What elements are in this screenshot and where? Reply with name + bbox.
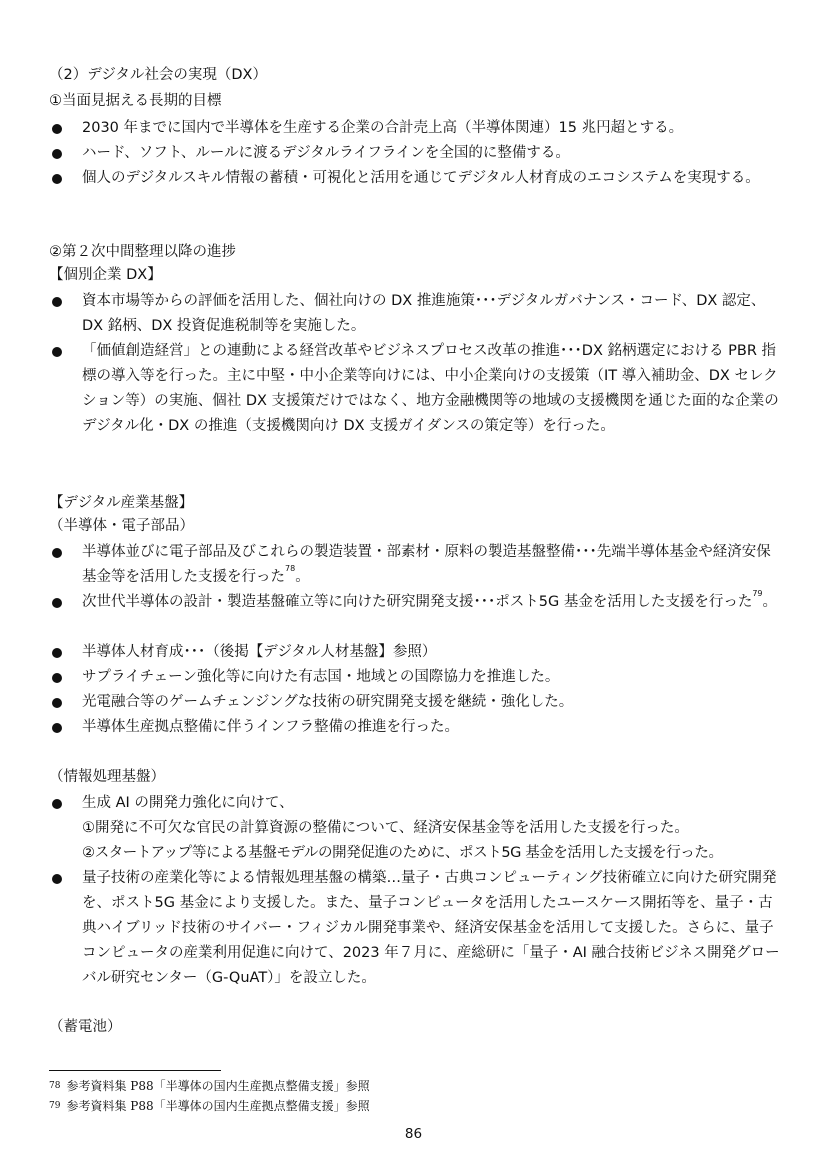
semiconductor-item: 光電融合等のゲームチェンジングな技術の研究開発支援を継続・強化した。	[82, 694, 574, 710]
subsection-heading: ①当面見据える長期的目標	[49, 93, 222, 109]
goal-item: 2030 年までに国内で半導体を生産する企業の合計売上高（半導体関連）15 兆円超とする。	[82, 120, 684, 136]
info-item: 量子技術の産業化等による情報処理基盤の構築…量子・古典コンピューティング技術確立に向けた研究開発を、ポスト5G 基金により支援した。また、量子コンピュータを活用したユースケース開拓等を、量子・古典ハイブリッド技術のサイバー・フィジカル開発事業や、経済安保基金を活用して支援した。さらに、量子コンピュータの産業利用促進に向けて、2023 年７月に、産総研に「量子・AI 融合技術ビジネス開発グローバル研究センター（G-QuAT）」を設立した。	[82, 870, 780, 986]
info-item-line: ①開発に不可欠な官民の計算資源の整備について、経済安保基金等を活用した支援を行った。	[82, 820, 689, 836]
subcategory-heading: （蓄電池）	[49, 1019, 122, 1035]
semiconductor-item: 次世代半導体の設計・製造基盤確立等に向けた研究開発支援･･･ポスト5G 基金を活用した支援を行った$^{79}$。	[82, 589, 778, 610]
bullet-icon	[52, 347, 62, 357]
info-item-line: ②スタートアップ等による基盤モデルの開発促進のために、ポスト5G 基金を活用した支援を行った。	[82, 845, 723, 861]
goal-item: 個人のデジタルスキル情報の蓄積・可視化と活用を通じてデジタル人材育成のエコシステムを実現する。	[82, 170, 760, 186]
footnote-ref: 78	[285, 564, 296, 573]
bullet-icon	[52, 723, 62, 733]
bullet-icon	[52, 698, 62, 708]
footnote-ref: 79	[752, 589, 763, 598]
semiconductor-item: 半導体生産拠点整備に伴うインフラ整備の推進を行った。	[82, 719, 459, 735]
bullet-icon	[52, 648, 62, 658]
subcategory-heading: （情報処理基盤）	[49, 769, 165, 785]
info-item-intro: 生成 AI の開発力強化に向けて、	[82, 795, 294, 811]
bullet-icon	[52, 874, 62, 884]
bullet-icon	[52, 673, 62, 683]
footnote: $^{79}$ 参考資料集 P88「半導体の国内生産拠点整備支援」参照	[49, 1099, 370, 1113]
subcategory-heading: （半導体・電子部品）	[49, 518, 194, 534]
progress-item: 「価値創造経営」との連動による経営改革やビジネスプロセス改革の推進･･･DX 銘柄選定における PBR 指標の導入等を行った。主に中堅・中小企業等向けには、中小企業向けの支援策（IT 導入補助金、DX セレクション等）の実施、個社 DX 支援策だけではなく、地方金融機関等の地域の支援機関を通じた面的な企業のデジタル化・DX の推進（支援機関向け DX 支援ガイダンスの策定等）を行った。	[82, 343, 779, 434]
footnote-divider	[49, 1070, 221, 1071]
progress-item: 資本市場等からの評価を活用した、個社向けの DX 推進施策･･･デジタルガバナンス・コード、DX 認定、DX 銘柄、DX 投資促進税制等を実施した。	[82, 293, 766, 334]
bullet-icon	[52, 297, 62, 307]
bullet-icon	[52, 124, 62, 134]
subsection-heading: ②第２次中間整理以降の進捗	[49, 244, 236, 260]
page-number: 86	[404, 1126, 423, 1142]
bullet-icon	[52, 174, 62, 184]
semiconductor-item: 半導体並びに電子部品及びこれらの製造装置・部素材・原料の製造基盤整備･･･先端半導体基金や経済安保基金等を活用した支援を行った$^{78}$。	[82, 544, 771, 585]
bullet-icon	[52, 598, 62, 608]
semiconductor-item: 半導体人材育成･･･（後掲【デジタル人材基盤】参照）	[82, 644, 437, 660]
semiconductor-item: サプライチェーン強化等に向けた有志国・地域との国際協力を推進した。	[82, 669, 560, 685]
bullet-icon	[52, 149, 62, 159]
section-heading: （2）デジタル社会の実現（DX）	[49, 67, 267, 83]
goal-item: ハード、ソフト、ルールに渡るデジタルライフラインを全国的に整備する。	[82, 145, 570, 161]
category-heading: 【デジタル産業基盤】	[49, 495, 194, 511]
bullet-icon	[52, 799, 62, 809]
category-heading: 【個別企業 DX】	[49, 267, 162, 283]
footnote: $^{78}$ 参考資料集 P88「半導体の国内生産拠点整備支援」参照	[49, 1079, 370, 1093]
bullet-icon	[52, 548, 62, 558]
